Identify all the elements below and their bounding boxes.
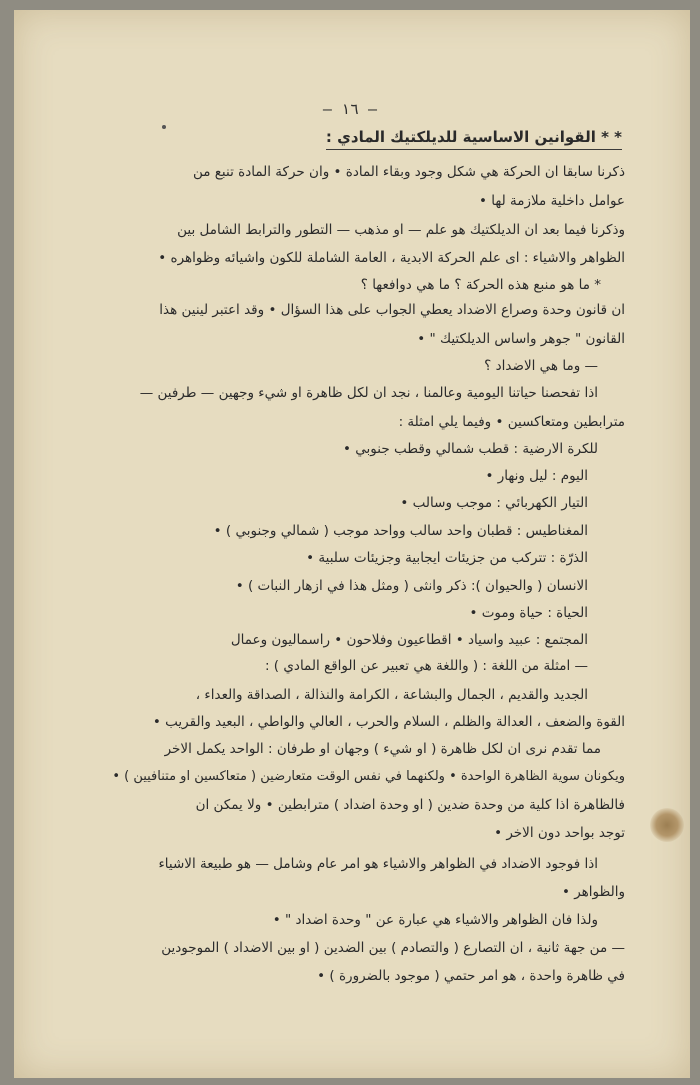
text-line: الذرّة : تتركب من جزيئات ايجابية وجزيئات سلبية • [306, 550, 588, 566]
text-line: وذكرنا فيما بعد ان الديلكتيك هو علم — او مذهب — التطور والترابط الشامل بين [177, 222, 625, 238]
text-line: ولذا فان الظواهر والاشياء هي عبارة عن " وحدة اضداد " • [272, 912, 598, 928]
text-line: التيار الكهربائي : موجب وسالب • [400, 495, 588, 511]
text-line: للكرة الارضية : قطب شمالي وقطب جنوبي • [343, 441, 598, 457]
text-line: في ظاهرة واحدة ، هو امر حتمي ( موجود بالضرورة ) • [317, 968, 625, 984]
text-line: اذا فوجود الاضداد في الظواهر والاشياء هو امر عام وشامل — هو طبيعة الاشياء [158, 856, 598, 872]
text-line: والظواهر • [561, 884, 625, 900]
text-line: القوة والضعف ، العدالة والظلم ، السلام والحرب ، العالي والواطي ، البعيد والقريب • [152, 714, 625, 730]
text-line: الانسان ( والحيوان ): ذكر وانثى ( ومثل هذا في ازهار النبات ) • [235, 578, 588, 594]
text-line: * ما هو منبع هذه الحركة ؟ ما هي دوافعها ؟ [360, 277, 601, 293]
page-number: — ١٦ — [322, 100, 378, 118]
text-line: المغناطيس : قطبان واحد سالب وواحد موجب ( شمالي وجنوبي ) • [213, 523, 588, 539]
text-line: الحياة : حياة وموت • [469, 605, 588, 621]
text-line: ان قانون وحدة وصراع الاضداد يعطي الجواب على هذا السؤال • وقد اعتبر لينين هذا [159, 302, 625, 318]
text-line: اذا تفحصنا حياتنا اليومية وعالمنا ، نجد ان لكل ظاهرة او شيء وجهين — طرفين — [139, 385, 598, 401]
section-heading-block [326, 128, 622, 150]
text-line: — امثلة من اللغة : ( واللغة هي تعبير عن الواقع المادي ) : [264, 658, 588, 674]
text-line: عوامل داخلية ملازمة لها • [479, 193, 625, 209]
text-line: الجديد والقديم ، الجمال والبشاعة ، الكرامة والنذالة ، الصداقة والعداء ، [195, 687, 588, 703]
section-heading: * * القوانين الاساسية للديلكتيك المادي : [326, 128, 622, 150]
text-line: مترابطين ومتعاكسين • وفيما يلي امثلة : [398, 414, 625, 430]
paper-stain [650, 808, 684, 842]
text-line: ذكرنا سابقا ان الحركة هي شكل وجود وبقاء المادة • وان حركة المادة تنبع من [192, 164, 625, 180]
text-line: اليوم : ليل ونهار • [485, 468, 588, 484]
text-line: القانون " جوهر واساس الديلكتيك " • [417, 331, 625, 347]
text-line: توجد بواحد دون الاخر • [494, 825, 625, 841]
ink-dot [162, 125, 166, 129]
text-line: الظواهر والاشياء : اى علم الحركة الابدية ، العامة الشاملة للكون واشيائه وظواهره • [158, 250, 625, 266]
text-line: ويكونان سوية الظاهرة الواحدة • ولكنهما في نفس الوقت متعارضين ( متعاكسين او متنافيين ) • [112, 769, 625, 784]
text-line: مما تقدم نرى ان لكل ظاهرة ( او شيء ) وجهان او طرفان : الواحد يكمل الاخر [164, 741, 601, 757]
text-line: فالظاهرة اذا كلية من وحدة ضدين ( او وحدة اضداد ) مترابطين • ولا يمكن ان [195, 797, 625, 813]
text-line: المجتمع : عبيد واسياد • اقطاعيون وفلاحون • راسماليون وعمال [230, 632, 588, 648]
text-line: — من جهة ثانية ، ان التصارع ( والتصادم ) بين الضدين ( او بين الاضداد ) الموجودين [161, 940, 625, 956]
text-line: — وما هي الاضداد ؟ [484, 358, 598, 374]
